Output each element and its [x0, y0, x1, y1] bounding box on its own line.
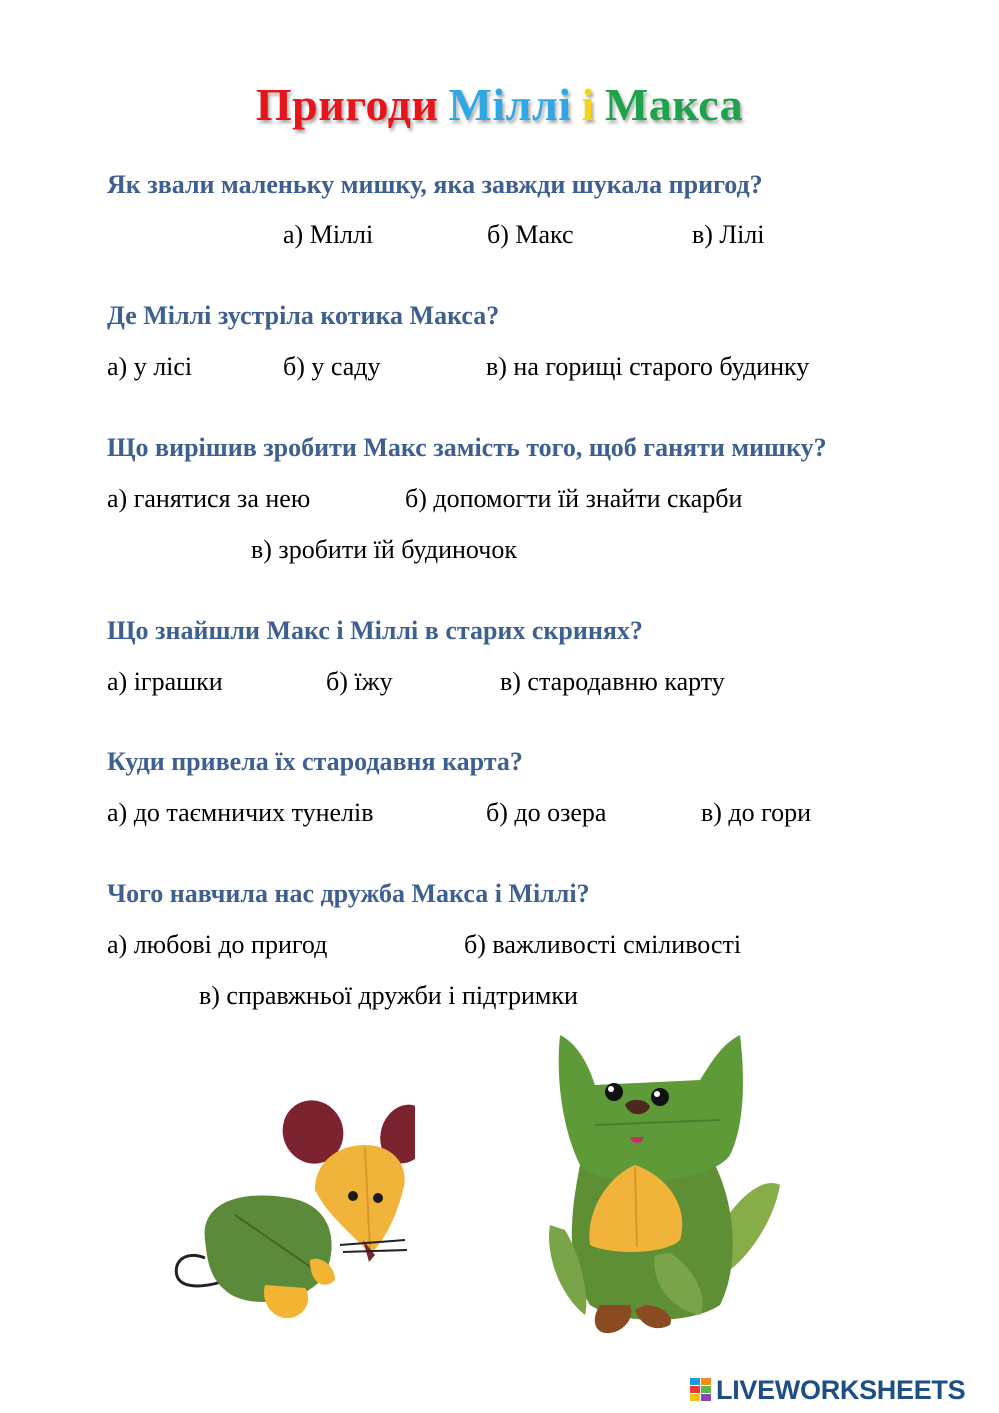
title-word-1: Пригоди	[255, 79, 439, 130]
q1-option-a[interactable]: а) Міллі	[283, 220, 374, 249]
q4-option-a[interactable]: а) іграшки	[107, 667, 223, 696]
q4-option-c[interactable]: в) стародавню карту	[500, 667, 725, 696]
q6-option-c[interactable]: в) справжньої дружби і підтримки	[199, 981, 578, 1010]
question-2: Де Міллі зустріла котика Макса?	[107, 301, 500, 330]
liveworksheets-brand[interactable]	[690, 1374, 965, 1406]
question-1: Як звали маленьку мишку, яка завжди шукала пригод?	[107, 170, 763, 199]
q5-option-a[interactable]: а) до таємничих тунелів	[107, 798, 374, 827]
question-4: Що знайшли Макс і Міллі в старих скринях?	[107, 616, 643, 645]
q4-option-b[interactable]: б) їжу	[326, 667, 393, 696]
page-title	[0, 78, 999, 131]
q3-option-a[interactable]: а) ганятися за нею	[107, 484, 311, 513]
q2-option-c[interactable]: в) на горищі старого будинку	[486, 352, 810, 381]
q3-option-b[interactable]: б) допомогти їй знайти скарби	[405, 484, 743, 513]
q6-option-a[interactable]: а) любові до пригод	[107, 930, 328, 959]
q5-option-c[interactable]: в) до гори	[701, 798, 812, 827]
leaf-cat-illustration	[540, 1025, 790, 1345]
question-3: Що вирішив зробити Макс замість того, щоб ганяти мишку?	[107, 433, 827, 462]
liveworksheets-text: LIVEWORKSHEETS	[716, 1374, 966, 1405]
q1-option-c[interactable]: в) Лілі	[692, 220, 765, 249]
q2-option-a[interactable]: а) у лісі	[107, 352, 193, 381]
leaf-mouse-illustration	[165, 1090, 415, 1330]
q2-option-b[interactable]: б) у саду	[283, 352, 381, 381]
q5-option-b[interactable]: б) до озера	[486, 798, 607, 827]
title-word-3: і	[581, 79, 595, 130]
liveworksheets-logo-icon	[690, 1378, 712, 1402]
title-word-4: Макса	[604, 79, 744, 130]
q1-option-b[interactable]: б) Макс	[487, 220, 574, 249]
title-word-2: Міллі	[448, 79, 572, 130]
q6-option-b[interactable]: б) важливості сміливості	[464, 930, 742, 959]
question-6: Чого навчила нас дружба Макса і Міллі?	[107, 879, 590, 908]
q3-option-c[interactable]: в) зробити їй будиночок	[251, 535, 517, 564]
question-5: Куди привела їх стародавня карта?	[107, 747, 523, 776]
